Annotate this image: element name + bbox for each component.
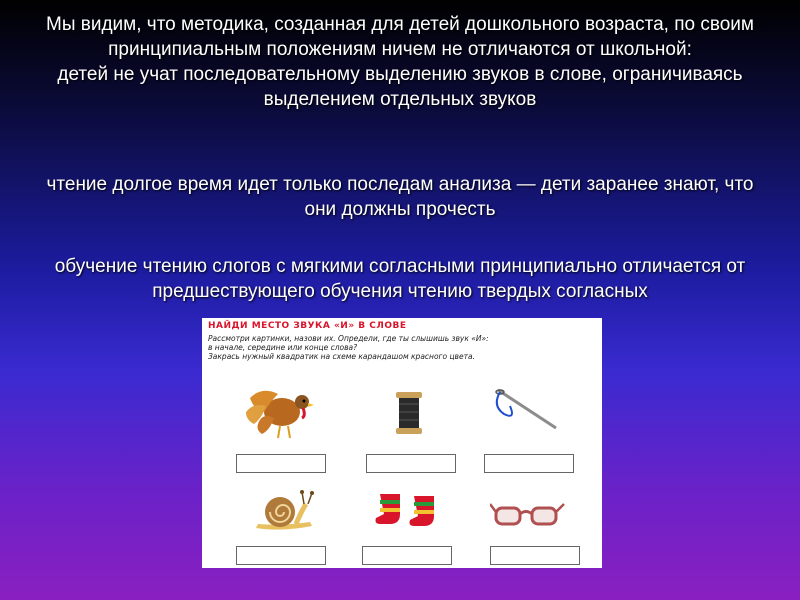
answer-box[interactable] [490, 546, 580, 565]
socks-icon [374, 490, 446, 530]
worksheet-title: НАЙДИ МЕСТО ЗВУКА «И» В СЛОВЕ [208, 321, 407, 331]
paragraph3-text: обучение чтению слогов с мягкими согласными принципиально отличается от предшествующего обучения чтению твердых согласных [54, 256, 746, 302]
answer-box[interactable] [236, 546, 326, 565]
answer-box[interactable] [362, 546, 452, 565]
thread-spool-icon [392, 390, 426, 436]
snail-icon [252, 486, 316, 534]
answer-box[interactable] [236, 454, 326, 473]
worksheet-image [202, 318, 602, 568]
paragraph-syllables [40, 254, 760, 304]
worksheet-instruction-2: в начале, середине или конце слова? [208, 343, 358, 352]
paragraph-methodology [40, 12, 760, 112]
worksheet-instruction-1: Рассмотри картинки, назови их. Определи, где ты слышишь звук «И»: [208, 334, 489, 343]
turkey-icon [240, 384, 320, 440]
paragraph1-text: Мы видим, что методика, созданная для детей дошкольного возраста, по своим принципиальным положениям ничем не отличаются от школьной: детей не учат последовательному выделению звуков в слове, ограничиваясь выделением отдельных звуков [46, 14, 754, 110]
worksheet-instruction-3: Закрась нужный квадратик на схеме карандашом красного цвета. [208, 352, 475, 361]
paragraph2-text: чтение долгое время идет только последам анализа — дети заранее знают, что они должны прочесть [46, 174, 754, 220]
paragraph-reading [40, 172, 760, 222]
answer-box[interactable] [366, 454, 456, 473]
glasses-icon [490, 498, 566, 532]
needle-icon [490, 384, 562, 434]
answer-box[interactable] [484, 454, 574, 473]
